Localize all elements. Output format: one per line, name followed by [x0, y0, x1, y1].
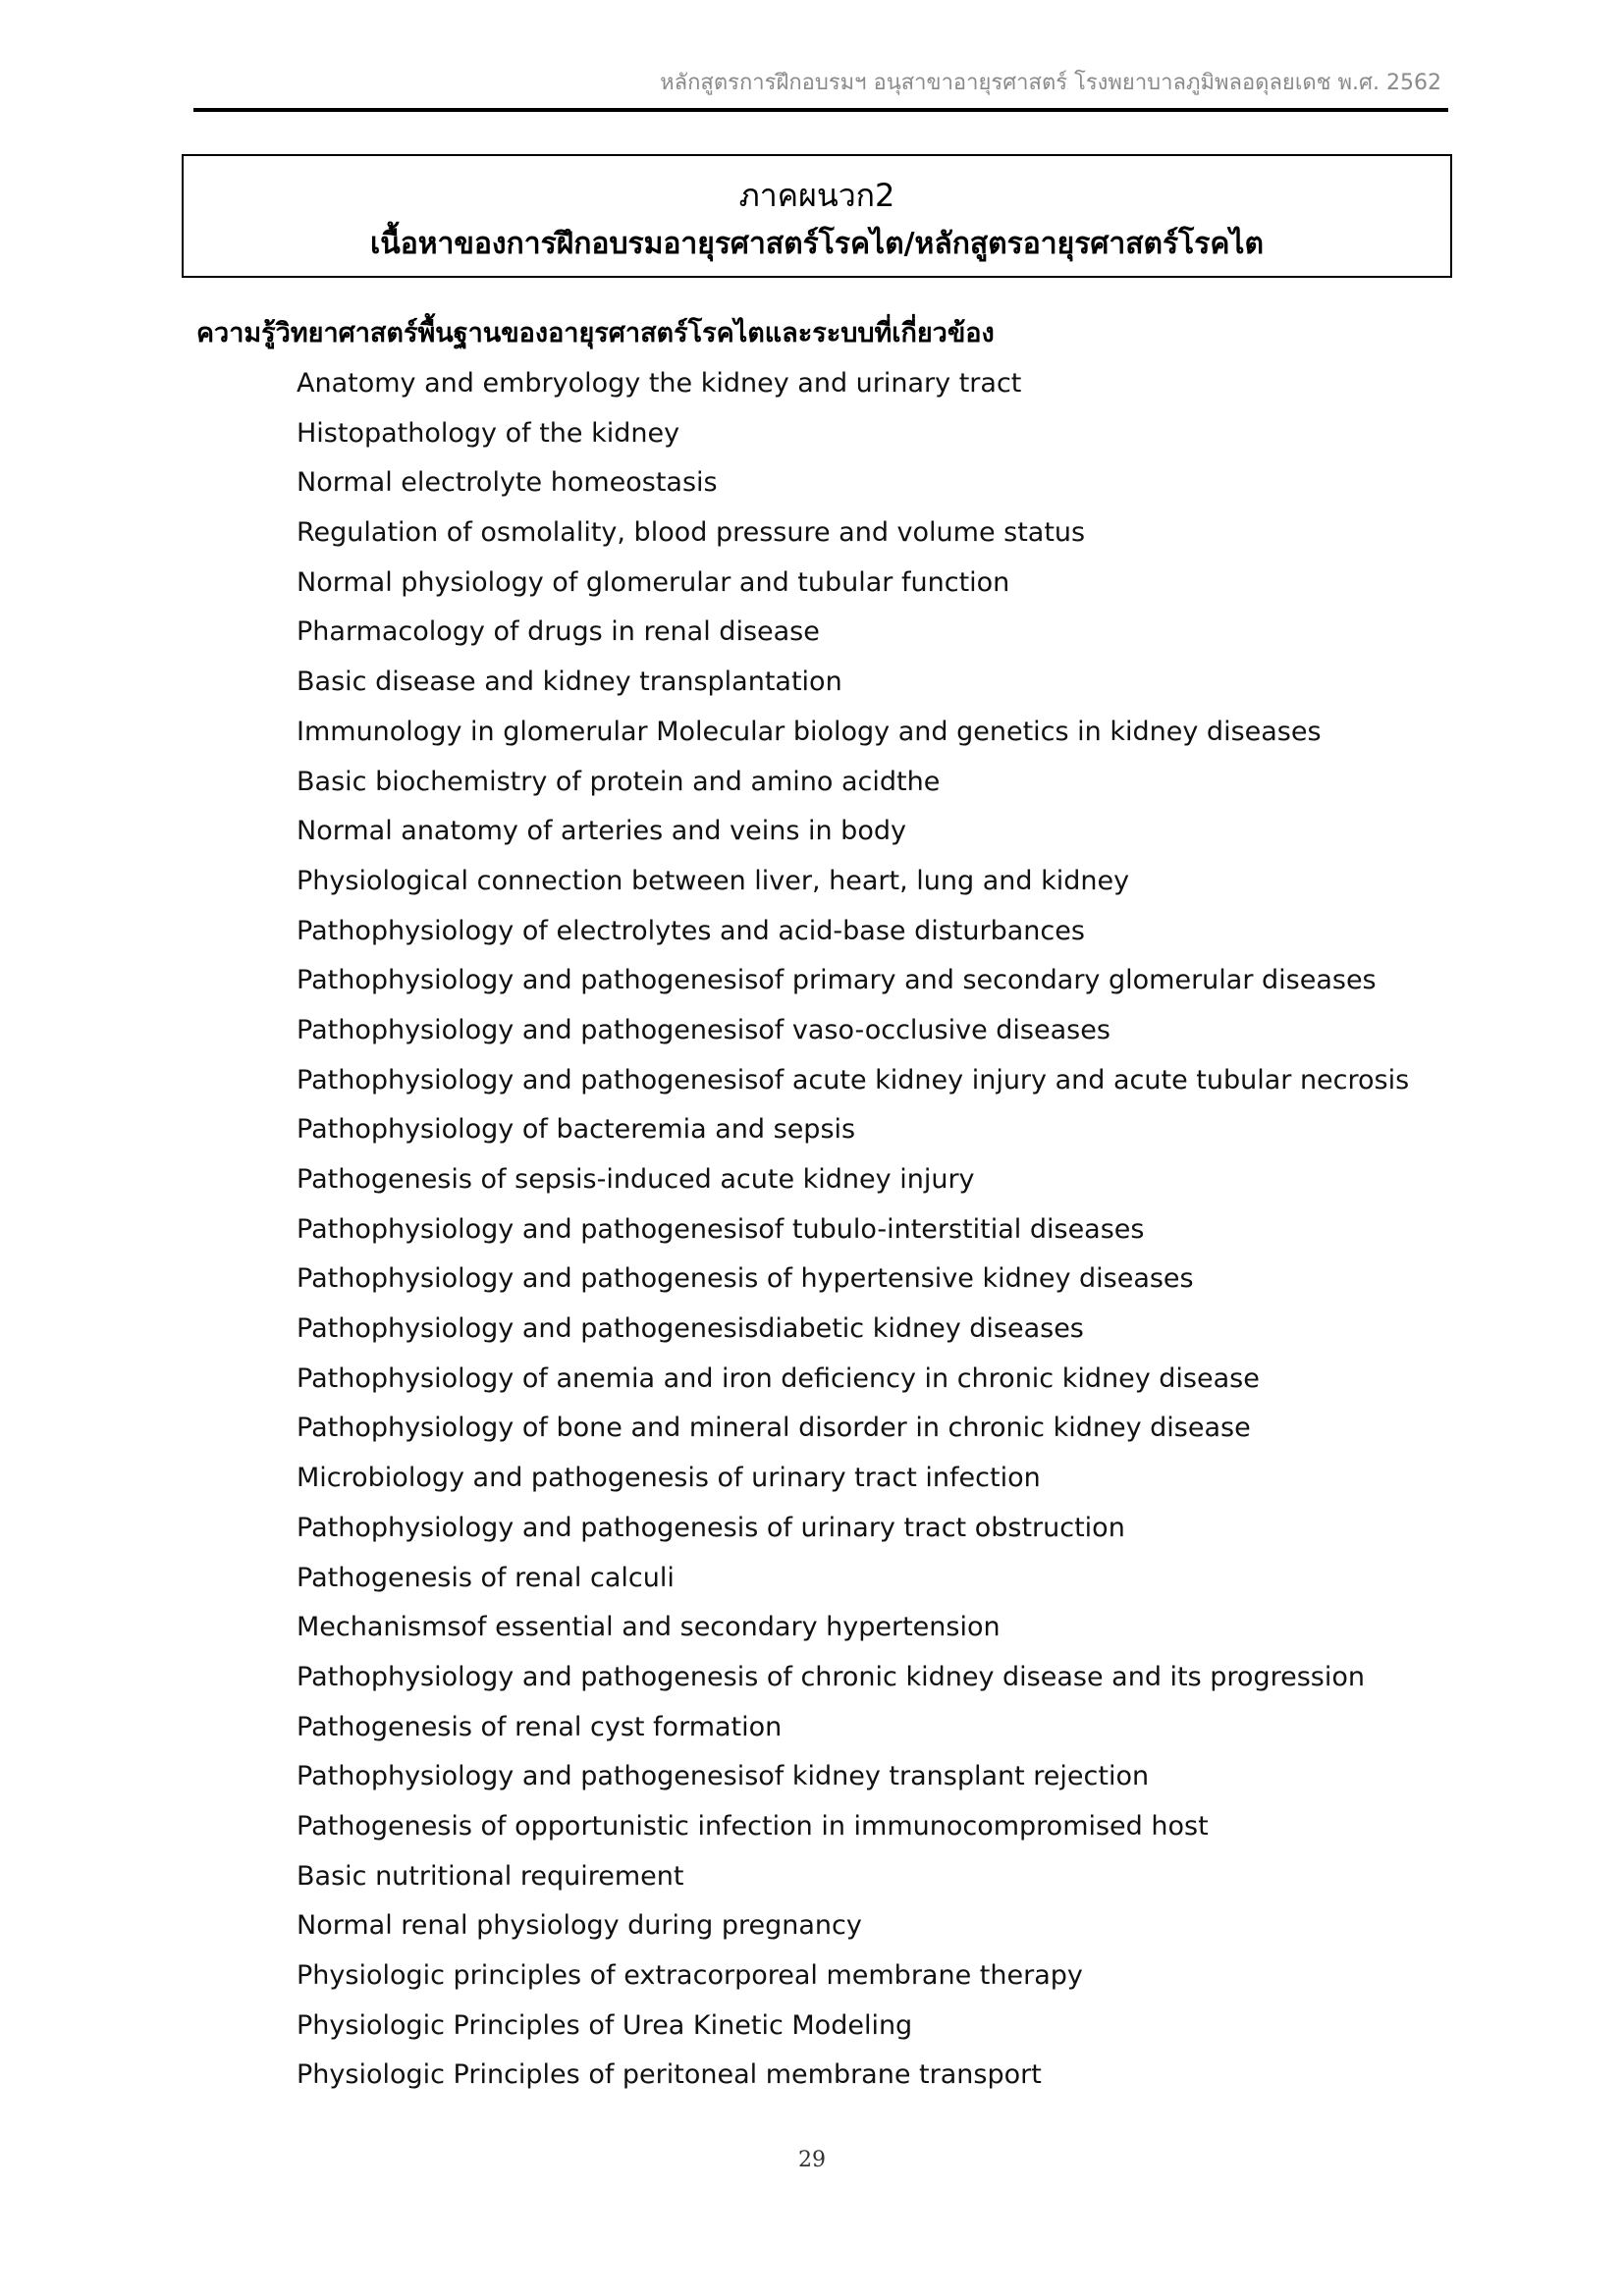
list-item: Physiological connection between liver, heart, lung and kidney: [297, 865, 1130, 896]
appendix-title: ภาคผนวก2: [738, 177, 895, 214]
list-item: Immunology in glomerular Molecular biology and genetics in kidney diseases: [297, 716, 1322, 747]
list-item: Pathophysiology and pathogenesis of hypertensive kidney diseases: [297, 1263, 1194, 1295]
page-number: 29: [798, 2148, 826, 2172]
list-item: Normal physiology of glomerular and tubular function: [297, 566, 1010, 598]
running-header: หลักสูตรการฝึกอบรมฯ อนุสาขาอายุรศาสตร์ โรงพยาบาลภูมิพลอดุลยเดช พ.ศ. 2562: [660, 71, 1441, 95]
list-item: Normal renal physiology during pregnancy: [297, 1910, 862, 1942]
list-item: Normal anatomy of arteries and veins in body: [297, 816, 906, 847]
list-item: Physiologic principles of extracorporeal membrane therapy: [297, 1960, 1083, 1991]
list-item: Normal electrolyte homeostasis: [297, 467, 718, 499]
list-item: Pathophysiology and pathogenesisof acute kidney injury and acute tubular necrosis: [297, 1064, 1410, 1095]
list-item: Pathogenesis of sepsis-induced acute kidney injury: [297, 1164, 975, 1195]
list-item: Pathophysiology of bacteremia and sepsis: [297, 1114, 856, 1146]
appendix-subtitle: เนื้อหาของการฝึกอบรมอายุรศาสตร์โรคไต/หลักสูตรอายุรศาสตร์โรคไต: [369, 227, 1264, 261]
list-item: Pathophysiology and pathogenesis of chronic kidney disease and its progression: [297, 1661, 1365, 1692]
list-item: Pathophysiology of anemia and iron deficiency in chronic kidney disease: [297, 1362, 1260, 1394]
list-item: Regulation of osmolality, blood pressure and volume status: [297, 517, 1086, 549]
list-item: Pathophysiology of bone and mineral disorder in chronic kidney disease: [297, 1413, 1251, 1444]
list-item: Pathophysiology and pathogenesisof kidney transplant rejection: [297, 1761, 1150, 1792]
list-item: Pathophysiology and pathogenesisof tubulo-interstitial diseases: [297, 1213, 1145, 1245]
list-item: Pathophysiology and pathogenesisdiabetic kidney diseases: [297, 1313, 1084, 1345]
appendix-title-box: [182, 154, 1452, 278]
list-item: Pathogenesis of renal calculi: [297, 1562, 675, 1593]
list-item: Physiologic Principles of peritoneal membrane transport: [297, 2059, 1042, 2091]
list-item: Basic disease and kidney transplantation: [297, 667, 842, 698]
section-heading: ความรู้วิทยาศาสตร์พื้นฐานของอายุรศาสตร์โรคไตและระบบที่เกี่ยวข้อง: [196, 318, 995, 348]
list-item: Pathogenesis of renal cyst formation: [297, 1711, 783, 1742]
header-rule: [193, 108, 1448, 112]
list-item: Pathogenesis of opportunistic infection in immunocompromised host: [297, 1810, 1209, 1842]
list-item: Pathophysiology and pathogenesisof vaso-occlusive diseases: [297, 1014, 1110, 1045]
list-item: Mechanismsof essential and secondary hypertension: [297, 1612, 1001, 1643]
list-item: Physiologic Principles of Urea Kinetic Modeling: [297, 2009, 913, 2041]
list-item: Anatomy and embryology the kidney and urinary tract: [297, 368, 1022, 399]
list-item: Pathophysiology of electrolytes and acid-base disturbances: [297, 915, 1085, 946]
topic-list: [297, 364, 1409, 2106]
list-item: Pathophysiology and pathogenesis of urinary tract obstruction: [297, 1512, 1125, 1543]
list-item: Basic biochemistry of protein and amino acidthe: [297, 766, 941, 797]
list-item: Pharmacology of drugs in renal disease: [297, 616, 820, 648]
list-item: Microbiology and pathogenesis of urinary tract infection: [297, 1463, 1041, 1494]
list-item: Histopathology of the kidney: [297, 417, 680, 449]
list-item: Pathophysiology and pathogenesisof primary and secondary glomerular diseases: [297, 965, 1377, 996]
list-item: Basic nutritional requirement: [297, 1860, 684, 1892]
